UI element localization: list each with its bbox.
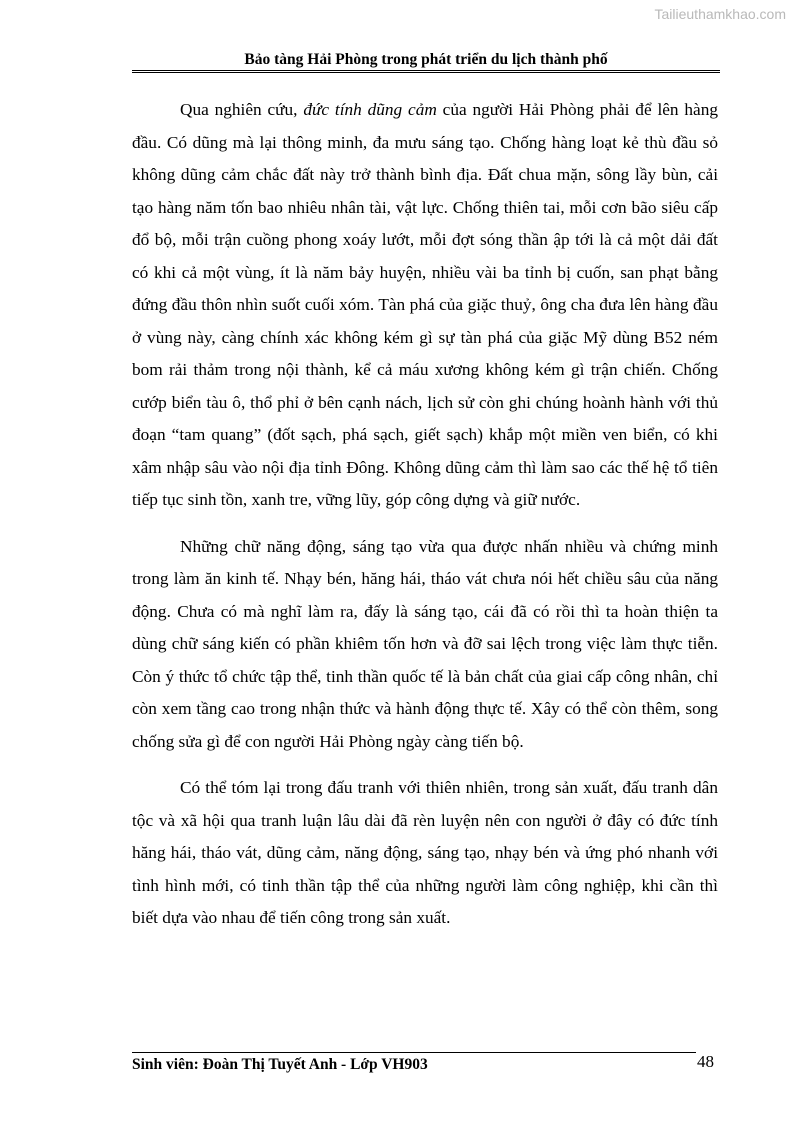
paragraph-1-rest: của người Hải Phòng phải để lên hàng đầu. Có dũng mà lại thông minh, đa mưu sáng tạo. Chống hàng loạt kẻ thù đầu sỏ không dũng cảm chắc đất này trở thành bình địa. Đất chua mặn, sông lầy bùn, cải tạo hàng năm tốn bao nhiêu nhân tài, vật lực. Chống thiên tai, mỗi cơn bão siêu cấp đổ bộ, mỗi trận cuồng phong xoáy lướt, mỗi đợt sóng thần ập tới là cả một dải đất có khi cả một vùng, ít là năm bảy huyện, nhiều vài ba tỉnh bị cuốn, san phạt bằng đứng đầu thôn nhìn suốt cuối xóm. Tàn phá của giặc thuỷ, ông cha đưa lên hàng đầu ở vùng này, càng chính xác không kém gì sự tàn phá của giặc Mỹ dùng B52 ném bom rải thảm trong nội thành, kể cả máu xương không kém gì trận chiến. Chống cướp biển tàu ô, thổ phỉ ở bên cạnh nách, lịch sử còn ghi chúng hoành hành với thủ đoạn “tam quang” (đốt sạch, phá sạch, giết sạch) khắp một miền ven biển, có khi xâm nhập sâu vào nội địa tỉnh Đông. Không dũng cảm thì làm sao các thế hệ tổ tiên tiếp tục sinh tồn, xanh tre, vững lũy, góp công dựng và giữ nước. [132, 100, 719, 509]
paragraph-1-lead: Qua nghiên cứu, [180, 100, 304, 119]
paragraph-1 [132, 94, 718, 517]
paragraph-1-emphasis: đức tính dũng cảm [303, 100, 437, 119]
header-divider [132, 70, 720, 73]
paragraph-2: Những chữ năng động, sáng tạo vừa qua được nhấn nhiều và chứng minh trong làm ăn kinh tế. Nhạy bén, hăng hái, tháo vát chưa nói hết chiều sâu của năng động. Chưa có mà nghĩ làm ra, đấy là sáng tạo, cái đã có rồi thì ta hoàn thiện ta dùng chữ sáng kiến có phần khiêm tốn hơn và đỡ sai lệch trong việc làm thực tiễn. Còn ý thức tổ chức tập thể, tinh thần quốc tế là bản chất của giai cấp công nhân, chỉ còn xem tầng cao trong nhận thức và hành động thực tế. Xây có thể còn thêm, song chống sửa gì để con người Hải Phòng ngày càng tiến bộ. [132, 536, 718, 751]
document-body [132, 94, 718, 949]
footer-author: Sinh viên: Đoàn Thị Tuyết Anh - Lớp VH903 [132, 1056, 428, 1073]
watermark-text: Tailieuthamkhao.com [654, 6, 786, 22]
page-number: 48 [697, 1052, 714, 1071]
paragraph-3: Có thể tóm lại trong đấu tranh với thiên nhiên, trong sản xuất, đấu tranh dân tộc và xã hội qua tranh luận lâu dài đã rèn luyện nên con người ở đây có đức tính hăng hái, tháo vát, dũng cảm, năng động, sáng tạo, nhạy bén và ứng phó nhanh với tình hình mới, có tinh thần tập thể của những người làm công nghiệp, khi cần thì biết dựa vào nhau để tiến công trong sản xuất. [132, 778, 718, 927]
running-header-title: Bảo tàng Hải Phòng trong phát triển du lịch thành phố [244, 51, 608, 68]
footer-divider [132, 1052, 696, 1053]
